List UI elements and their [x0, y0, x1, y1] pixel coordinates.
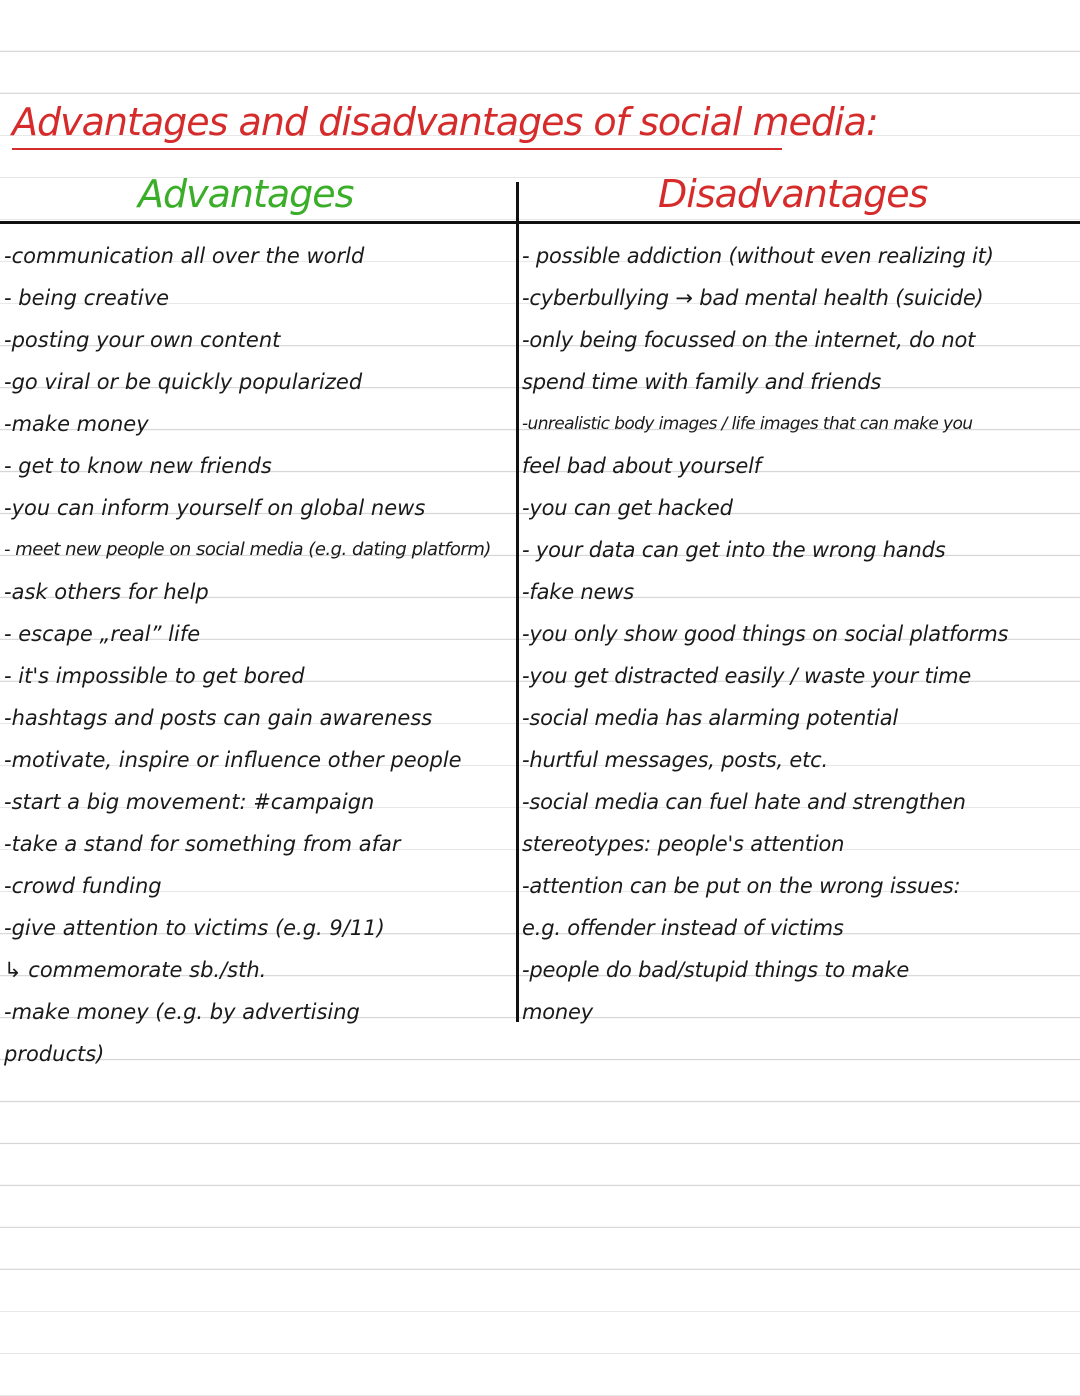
column-divider	[516, 182, 519, 1022]
list-item: - possible addiction (without even realizing it)	[522, 244, 994, 268]
list-item: - get to know new friends	[4, 454, 272, 478]
list-item: -social media can fuel hate and strengthen	[522, 790, 966, 814]
list-item: - it's impossible to get bored	[4, 664, 305, 688]
advantages-heading: Advantages	[138, 172, 354, 216]
list-item: -hashtags and posts can gain awareness	[4, 706, 433, 730]
list-item: ↳ commemorate sb./sth.	[4, 958, 267, 982]
list-item: -hurtful messages, posts, etc.	[522, 748, 828, 772]
list-item: -you only show good things on social platforms	[522, 622, 1009, 646]
list-item: -people do bad/stupid things to make	[522, 958, 910, 982]
list-item: -you can get hacked	[522, 496, 733, 520]
advantages-list	[4, 235, 512, 1075]
list-item: -ask others for help	[4, 580, 209, 604]
list-item: - your data can get into the wrong hands	[522, 538, 946, 562]
list-item: -you get distracted easily / waste your time	[522, 664, 972, 688]
list-item: -only being focussed on the internet, do not	[522, 328, 976, 352]
list-item: money	[522, 1000, 593, 1024]
list-item: spend time with family and friends	[522, 370, 882, 394]
list-item: -motivate, inspire or influence other people	[4, 748, 462, 772]
title-underline	[12, 148, 782, 150]
list-item: stereotypes: people's attention	[522, 832, 845, 856]
list-item: -social media has alarming potential	[522, 706, 899, 730]
list-item: -take a stand for something from afar	[4, 832, 401, 856]
list-item: feel bad about yourself	[522, 454, 761, 478]
list-item: -start a big movement: #campaign	[4, 790, 375, 814]
list-item: -you can inform yourself on global news	[4, 496, 426, 520]
list-item: -give attention to victims (e.g. 9/11)	[4, 916, 385, 940]
disadvantages-list	[522, 235, 1078, 1033]
list-item: -make money (e.g. by advertising	[4, 1000, 360, 1024]
list-item: -crowd funding	[4, 874, 162, 898]
list-item: -attention can be put on the wrong issues:	[522, 874, 961, 898]
list-item: -fake news	[522, 580, 634, 604]
list-item: - escape „real” life	[4, 622, 201, 646]
list-item: products)	[4, 1042, 105, 1066]
list-item: - meet new people on social media (e.g. dating platform)	[4, 539, 491, 560]
list-item: -communication all over the world	[4, 244, 365, 268]
list-item: -make money	[4, 412, 149, 436]
list-item: -cyberbullying → bad mental health (suicide)	[522, 286, 984, 310]
disadvantages-heading: Disadvantages	[658, 172, 928, 216]
list-item: -unrealistic body images / life images that can make you	[522, 414, 973, 434]
list-item: - being creative	[4, 286, 170, 310]
page-title: Advantages and disadvantages of social media:	[12, 100, 878, 144]
list-item: -go viral or be quickly popularized	[4, 370, 363, 394]
list-item: e.g. offender instead of victims	[522, 916, 844, 940]
table-header-divider	[0, 221, 1080, 224]
list-item: -posting your own content	[4, 328, 281, 352]
